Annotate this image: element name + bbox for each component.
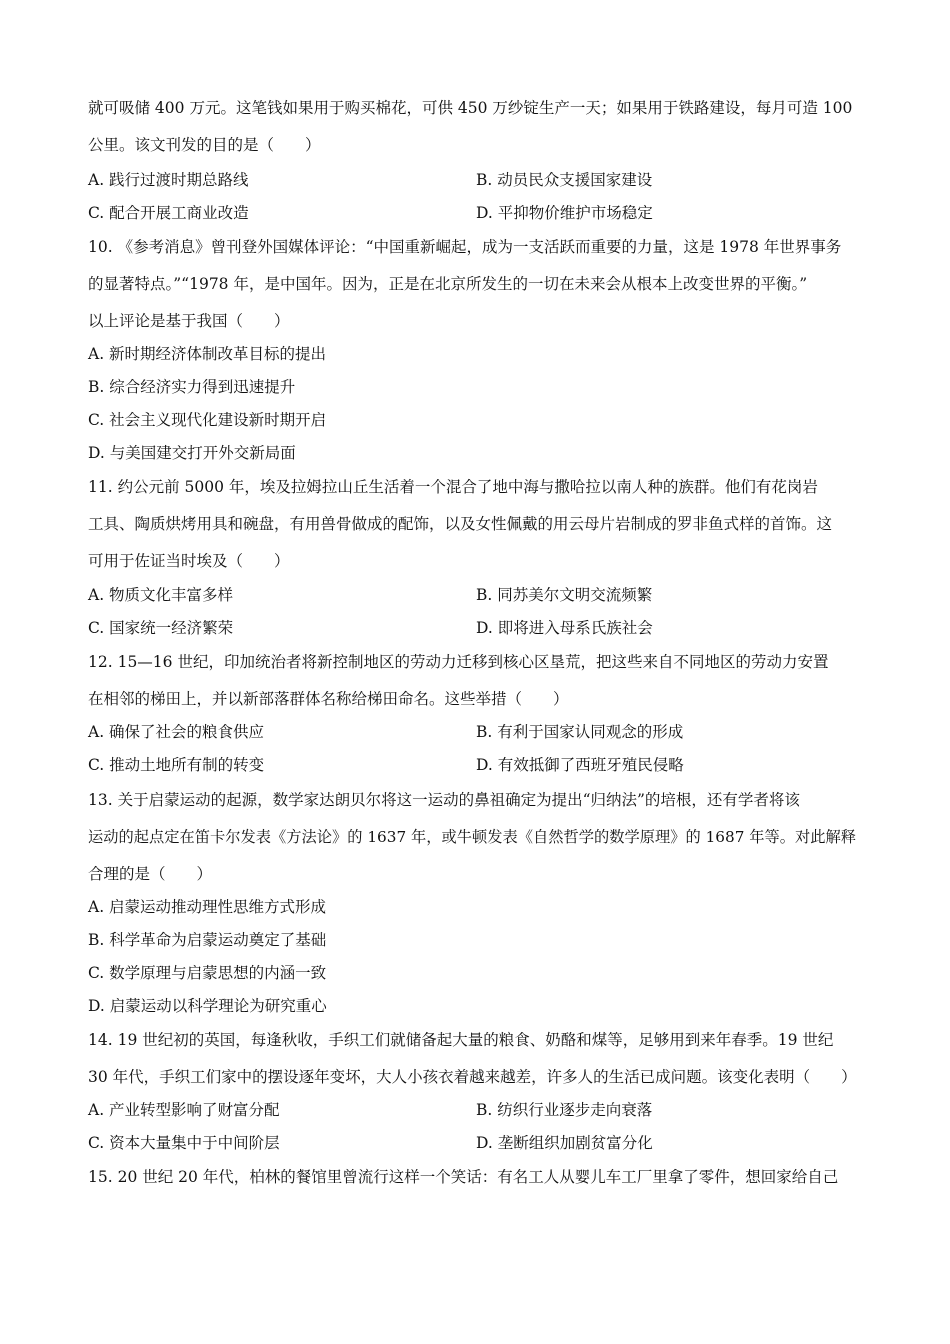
option-b: B. 同苏美尔文明交流频繁 xyxy=(476,586,653,604)
question-10-line: 的显著特点。”“1978 年，是中国年。因为，正是在北京所发生的一切在未来会从根本上改变世界的平衡。” xyxy=(88,275,808,293)
question-11-line: 工具、陶质烘烤用具和碗盘，有用兽骨做成的配饰，以及女性佩戴的用云母片岩制成的罗非鱼式样的首饰。这 xyxy=(88,515,833,533)
question-10-line: 10. 《参考消息》曾刊登外国媒体评论：“中国重新崛起，成为一支活跃而重要的力量，这是 1978 年世界事务 xyxy=(88,238,842,256)
option-d: D. 与美国建交打开外交新局面 xyxy=(88,444,296,462)
question-13-line: 运动的起点定在笛卡尔发表《方法论》的 1637 年，或牛顿发表《自然哲学的数学原理》的 1687 年等。对此解释 xyxy=(88,828,857,846)
option-b: B. 综合经济实力得到迅速提升 xyxy=(88,378,296,396)
option-b: B. 科学革命为启蒙运动奠定了基础 xyxy=(88,931,327,949)
question-15-line: 15. 20 世纪 20 年代，柏林的餐馆里曾流行这样一个笑话：有名工人从婴儿车工厂里拿了零件，想回家给自己 xyxy=(88,1168,839,1186)
option-b: B. 动员民众支援国家建设 xyxy=(476,171,653,189)
option-a: A. 践行过渡时期总路线 xyxy=(88,171,249,189)
option-c: C. 资本大量集中于中间阶层 xyxy=(88,1134,280,1152)
question-14-line: 30 年代，手织工们家中的摆设逐年变坏，大人小孩衣着越来越差，许多人的生活已成问题。该变化表明（ ） xyxy=(88,1068,857,1086)
question-10-line: 以上评论是基于我国（ ） xyxy=(88,312,290,330)
option-a: A. 物质文化丰富多样 xyxy=(88,586,234,604)
question-12-line: 12. 15—16 世纪，印加统治者将新控制地区的劳动力迁移到核心区垦荒，把这些来自不同地区的劳动力安置 xyxy=(88,653,829,671)
question-11-line: 11. 约公元前 5000 年，埃及拉姆拉山丘生活着一个混合了地中海与撒哈拉以南人种的族群。他们有花岗岩 xyxy=(88,478,818,496)
option-d: D. 垄断组织加剧贫富分化 xyxy=(476,1134,653,1152)
question-11-line: 可用于佐证当时埃及（ ） xyxy=(88,552,290,570)
option-b: B. 纺织行业逐步走向衰落 xyxy=(476,1101,653,1119)
question-13-line: 13. 关于启蒙运动的起源，数学家达朗贝尔将这一运动的鼻祖确定为提出“归纳法”的培根，还有学者将该 xyxy=(88,791,800,809)
option-b: B. 有利于国家认同观念的形成 xyxy=(476,723,684,741)
option-c: C. 数学原理与启蒙思想的内涵一致 xyxy=(88,964,327,982)
question-12-line: 在相邻的梯田上，并以新部落群体名称给梯田命名。这些举措（ ） xyxy=(88,690,569,708)
option-c: C. 社会主义现代化建设新时期开启 xyxy=(88,411,327,429)
option-a: A. 产业转型影响了财富分配 xyxy=(88,1101,280,1119)
option-c: C. 国家统一经济繁荣 xyxy=(88,619,234,637)
option-a: A. 确保了社会的粮食供应 xyxy=(88,723,265,741)
option-d: D. 即将进入母系氏族社会 xyxy=(476,619,653,637)
question-13-line: 合理的是（ ） xyxy=(88,865,213,883)
option-d: D. 启蒙运动以科学理论为研究重心 xyxy=(88,997,327,1015)
question-text-line: 公里。该文刊发的目的是（ ） xyxy=(88,136,321,154)
option-d: D. 有效抵御了西班牙殖民侵略 xyxy=(476,756,684,774)
option-c: C. 推动土地所有制的转变 xyxy=(88,756,265,774)
question-text-line: 就可吸储 400 万元。这笔钱如果用于购买棉花，可供 450 万纱锭生产一天；如果用于铁路建设，每月可造 100 xyxy=(88,99,853,117)
option-d: D. 平抑物价维护市场稳定 xyxy=(476,204,653,222)
option-a: A. 启蒙运动推动理性思维方式形成 xyxy=(88,898,327,916)
option-a: A. 新时期经济体制改革目标的提出 xyxy=(88,345,327,363)
option-c: C. 配合开展工商业改造 xyxy=(88,204,249,222)
question-14-line: 14. 19 世纪初的英国，每逢秋收，手织工们就储备起大量的粮食、奶酪和煤等，足够用到来年春季。19 世纪 xyxy=(88,1031,834,1049)
